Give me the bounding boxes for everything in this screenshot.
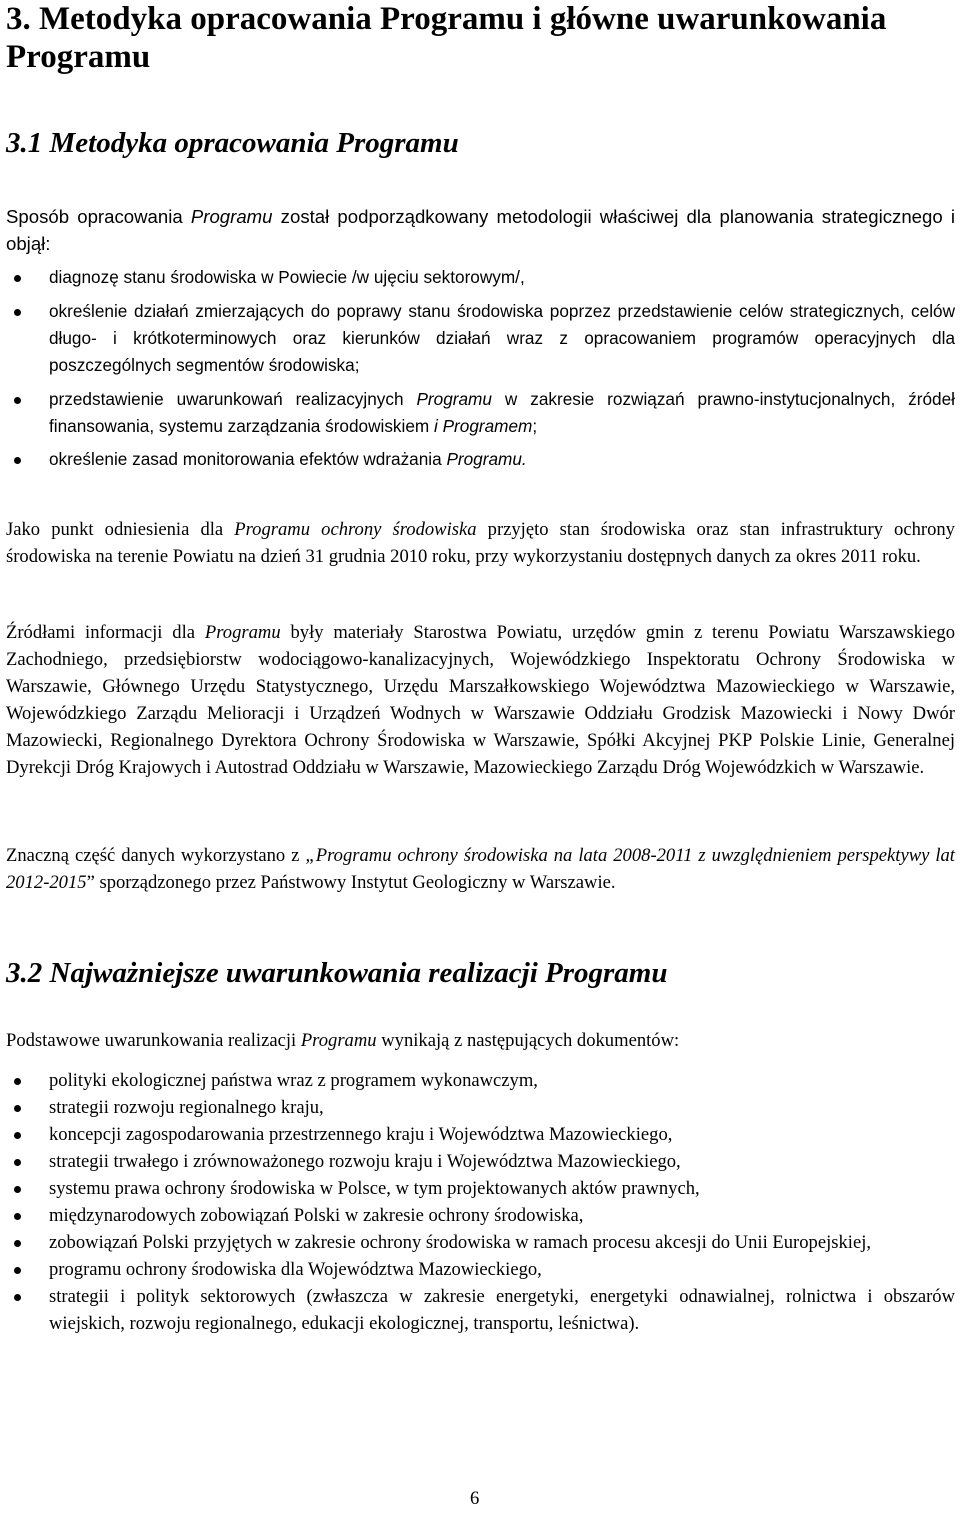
bullet-icon — [14, 1159, 21, 1166]
section-title: 3. Metodyka opracowania Programu i główne uwarunkowania Programu — [6, 1, 887, 75]
bullet-icon — [14, 309, 21, 316]
list-item: określenie zasad monitorowania efektów wdrażania Programu. — [6, 446, 955, 473]
bullet-icon — [14, 397, 21, 404]
list-item: programu ochrony środowiska dla Województwa Mazowieckiego, — [6, 1256, 955, 1283]
page-number: 6 — [470, 1488, 480, 1509]
subsection-title-3-2: 3.2 Najważniejsze uwarunkowania realizacji Programu — [6, 957, 668, 989]
list-item: diagnozę stanu środowiska w Powiecie /w ujęciu sektorowym/, — [6, 264, 955, 291]
list-item: przedstawienie uwarunkowań realizacyjnych Programu w zakresie rozwiązań prawno-instytucjonalnych, źródeł finansowania, systemu zarządzania środowiskiem i Programem; — [6, 386, 955, 440]
list-item: strategii trwałego i zrównoważonego rozwoju kraju i Województwa Mazowieckiego, — [6, 1148, 955, 1175]
bullet-icon — [14, 275, 21, 282]
list-item: określenie działań zmierzających do poprawy stanu środowiska poprzez przedstawienie celów strategicznych, celów długo- i krótkoterminowych oraz kierunków działań wraz z opracowaniem programów operacyjnych dla poszczególnych segmentów środowiska; — [6, 298, 955, 379]
intro-paragraph: Sposób opracowania Programu został podporządkowany metodologii właściwej dla planowania strategicznego i objął: — [6, 206, 955, 254]
bullet-icon — [14, 1240, 21, 1247]
list-item: koncepcji zagospodarowania przestrzennego kraju i Województwa Mazowieckiego, — [6, 1121, 955, 1148]
bullet-icon — [14, 1078, 21, 1085]
list-item: strategii rozwoju regionalnego kraju, — [6, 1094, 955, 1121]
documents-list — [6, 1067, 955, 1337]
list-item: międzynarodowych zobowiązań Polski w zakresie ochrony środowiska, — [6, 1202, 955, 1229]
subsection-title-3-1: 3.1 Metodyka opracowania Programu — [6, 127, 459, 159]
list-item: zobowiązań Polski przyjętych w zakresie ochrony środowiska w ramach procesu akcesji do Unii Europejskiej, — [6, 1229, 955, 1256]
bullet-icon — [14, 1132, 21, 1139]
bullet-icon — [14, 1105, 21, 1112]
list-item: strategii i polityk sektorowych (zwłaszcza w zakresie energetyki, energetyki odnawialnej, rolnictwa i obszarów wiejskich, rozwoju regionalnego, edukacji ekologicznej, transportu, leśnictwa). — [6, 1283, 955, 1337]
list-item: systemu prawa ochrony środowiska w Polsce, w tym projektowanych aktów prawnych, — [6, 1175, 955, 1202]
bullet-icon — [14, 1186, 21, 1193]
bullet-icon — [14, 457, 21, 464]
reference-paragraph: Jako punkt odniesienia dla Programu ochrony środowiska przyjęto stan środowiska oraz stan infrastruktury ochrony środowiska na terenie Powiatu na dzień 31 grudnia 2010 roku, przy wykorzystaniu dostępnych danych za okres 2011 roku. — [6, 519, 955, 567]
bullet-icon — [14, 1294, 21, 1301]
bullet-icon — [14, 1267, 21, 1274]
data-source-paragraph: Znaczną część danych wykorzystano z „Programu ochrony środowiska na lata 2008-2011 z uwzględnieniem perspektywy lat 2012-2015” sporządzonego przez Państwowy Instytut Geologiczny w Warszawie. — [6, 845, 955, 893]
list-item: polityki ekologicznej państwa wraz z programem wykonawczym, — [6, 1067, 955, 1094]
methodology-list — [6, 264, 955, 473]
sources-paragraph: Źródłami informacji dla Programu były materiały Starostwa Powiatu, urzędów gmin z terenu Powiatu Warszawskiego Zachodniego, przedsiębiorstw wodociągowo-kanalizacyjnych, Wojewódzkiego Inspektoratu Ochrony Środowiska w Warszawie, Głównego Urzędu Statystycznego, Urzędu Marszałkowskiego Województwa Mazowieckiego w Warszawie, Wojewódzkiego Zarządu Melioracji i Urządzeń Wodnych w Warszawie Oddziału Grodzisk Mazowiecki i Nowy Dwór Mazowiecki, Regionalnego Dyrektora Ochrony Środowiska w Warszawie, Spółki Akcyjnej PKP Polskie Linie, Generalnej Dyrekcji Dróg Krajowych i Autostrad Oddziału w Warszawie, Mazowieckiego Zarządu Dróg Wojewódzkich w Warszawie. — [6, 622, 955, 778]
conditions-intro-paragraph: Podstawowe uwarunkowania realizacji Programu wynikają z następujących dokumentów: — [6, 1030, 680, 1051]
bullet-icon — [14, 1213, 21, 1220]
